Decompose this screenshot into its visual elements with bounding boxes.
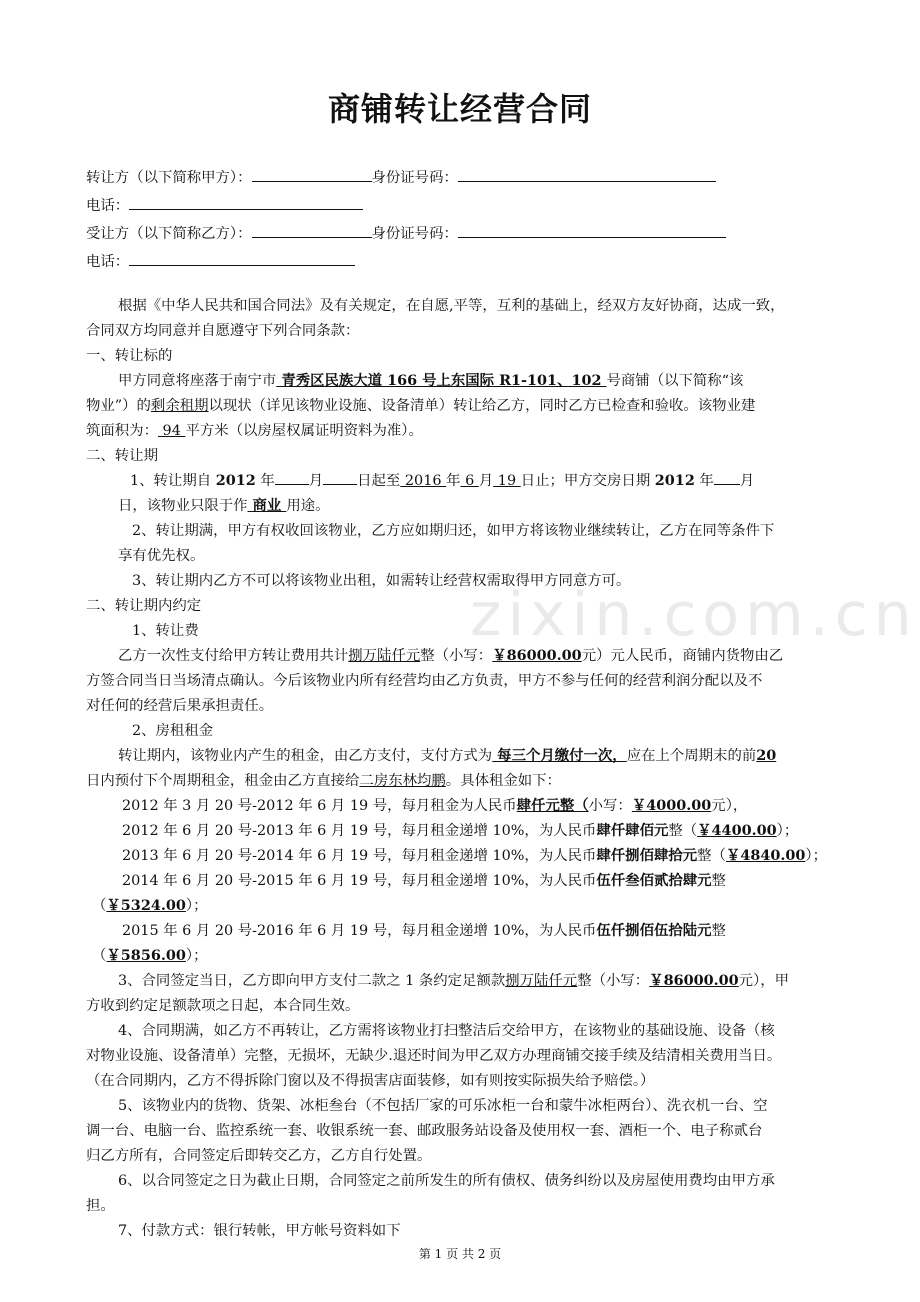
s3-text: 整（ [697, 848, 726, 864]
rent-period-5 [122, 919, 726, 943]
s2-text: 月 [739, 473, 755, 489]
transferee-phone-row [86, 250, 355, 274]
rent-period-5-figures [92, 944, 207, 968]
s3-text: 转让期内，该物业内产生的租金，由乙方支付，支付方式为 [118, 748, 493, 764]
transferee-row [86, 222, 726, 246]
rent-words-1: 肆仟元整（ [516, 797, 589, 814]
s3-text: 2012 年 6 月 20 号-2013 年 6 月 19 号，每月租金递增 10%，为人民币 [122, 823, 597, 839]
usage-purpose: 商业 [247, 497, 287, 514]
clause-5-line-2: 调一台、电脑一台、监控系统一套、收银系统一套、邮政服务站设备及使用权一套、酒柜一个、电子称贰台 [86, 1123, 763, 1139]
fee-line-1 [118, 644, 783, 668]
s2-clause-1 [130, 469, 754, 493]
handover-year: 2012 [654, 472, 695, 489]
clause-7: 7、付款方式：银行转帐，甲方帐号资料如下 [118, 1223, 401, 1239]
rent-words-3: 肆仟捌佰肆拾元 [596, 847, 698, 864]
fee-amount-words: 捌万陆仟元 [348, 648, 421, 664]
transferor-phone-row [86, 194, 363, 218]
clause-4-line-3: （在合同期内，乙方不得拆除门窗以及不得损害店面装修，如有则按实际损失给予赔偿。） [86, 1073, 655, 1089]
s2-clause-2: 2、转让期满，甲方有权收回该物业，乙方应如期归还，如甲方将该物业继续转让，乙方在同等条件下 [132, 523, 775, 539]
payment-method: 每三个月缴付一次， [492, 747, 627, 764]
landlord-name: 二房东林均鹏 [359, 773, 446, 789]
clause-6-line-2: 担。 [86, 1198, 115, 1214]
clause-3-amount-words: 捌万陆仟元 [505, 973, 578, 989]
section-2-heading: 二、转让期 [86, 448, 158, 464]
id-label: 身份证号码： [371, 226, 458, 242]
s3-text: 整（小写： [420, 648, 493, 664]
fee-line-2: 方签合同当日当场清点确认。今后该物业内所有经营均由乙方负责，甲方不参与任何的经营利润分配以及不 [86, 673, 763, 689]
transferee-phone-field[interactable] [129, 251, 355, 266]
clause-5-line-3: 归乙方所有，合同签定后即转交乙方，乙方自行处置。 [86, 1148, 432, 1164]
rent-line-1 [118, 744, 776, 768]
s3-text: ）； [805, 848, 828, 864]
clause-4-line-2: 对物业设施、设备清单）完整，无损坏，无缺少.退还时间为甲乙双方办理商铺交接手续及结清相关费用当日。 [86, 1048, 782, 1064]
s1-text: 甲方同意将座落于南宁市 [118, 373, 277, 389]
rent-figures-3: ￥4840.00 [725, 847, 806, 864]
s2-text: 用途。 [286, 498, 330, 514]
s3-text: 2014 年 6 月 20 号-2015 年 6 月 19 号，每月租金递增 10%，为人民币 [122, 873, 597, 889]
property-address: 青秀区民族大道 166 号上东国际 R1-101、102 [276, 372, 607, 389]
transferor-row [86, 166, 716, 190]
s3-text: 乙方一次性支付给甲方转让费用共计 [118, 648, 349, 664]
s2-text: 日止；甲方交房日期 [520, 473, 655, 489]
rent-line-2 [86, 769, 561, 793]
rent-words-4: 伍仟叁佰贰拾肆元 [596, 872, 712, 889]
rent-period-4-figures [92, 894, 207, 918]
end-day: 19 [493, 473, 521, 489]
rent-figures-1: ￥4000.00 [631, 797, 712, 814]
s2-text: 年 [446, 473, 461, 489]
page-footer: 第 1 页 共 2 页 [418, 1247, 502, 1261]
s3-text: 整（小写： [577, 973, 650, 989]
s3-text: 应在上个周期末的前 [626, 748, 757, 764]
id-label: 身份证号码： [371, 170, 458, 186]
s2-text: 日起至 [357, 473, 401, 489]
end-month: 6 [460, 473, 479, 489]
transferor-label: 转让方（以下简称甲方）： [86, 170, 252, 186]
s1-text: 筑面积为： [86, 423, 158, 439]
fee-heading: 1、转让费 [132, 623, 199, 639]
clause-5-line-1: 5、该物业内的货物、货架、冰柜叁台（不包括厂家的可乐冰柜一台和蒙牛冰柜两台）、洗衣机一台、空 [118, 1098, 768, 1114]
prepay-days: 20 [756, 747, 777, 764]
s1-text: 平方米（以房屋权属证明资料为准）。 [185, 423, 423, 439]
s3-text: 小写： [588, 798, 632, 814]
s2-text: 年 [255, 473, 275, 489]
s3-text: 整 [711, 873, 726, 889]
s2-clause-1b [118, 494, 330, 518]
clause-3-amount-figures: ￥86000.00 [649, 972, 739, 989]
preamble-line-2: 合同双方均同意并自愿遵守下列合同条款： [86, 323, 360, 339]
s3-text: （ [92, 948, 107, 964]
rent-figures-5: ￥5856.00 [106, 947, 186, 964]
s3-text: 元）， [711, 798, 748, 814]
rent-heading: 2、房租租金 [132, 723, 214, 739]
end-year: 2016 [400, 473, 447, 489]
transferee-name-field[interactable] [252, 223, 372, 238]
s1-text: 物业”）的 [86, 398, 151, 414]
s1-text: 号商铺（以下简称“该 [606, 373, 744, 389]
s1-line-1 [118, 369, 743, 393]
s2-text: 年 [694, 473, 714, 489]
transferee-label: 受让方（以下简称乙方）： [86, 226, 252, 242]
watermark: zixin.com.cn [470, 580, 918, 650]
rent-period-4 [122, 869, 726, 893]
clause-3-line-2: 方收到约定足额款项之日起，本合同生效。 [86, 998, 360, 1014]
s3-text: 2013 年 6 月 20 号-2014 年 6 月 19 号，每月租金递增 10%，为人民币 [122, 848, 597, 864]
preamble-line-1: 根据《中华人民共和国合同法》及有关规定，在自愿,平等，互利的基础上，经双方友好协商，达成一致， [118, 298, 785, 314]
s3-text: 日内预付下个周期租金，租金由乙方直接给 [86, 773, 360, 789]
s3-text: ）； [185, 948, 208, 964]
fee-amount-figures: ￥86000.00 [492, 647, 582, 664]
phone-label: 电话： [86, 254, 130, 270]
s3-text: 整（ [668, 823, 698, 839]
clause-4-line-1: 4、合同期满，如乙方不再转让，乙方需将该物业打扫整洁后交给甲方，在该物业的基础设施、设备（核 [118, 1023, 775, 1039]
start-month-field[interactable] [275, 470, 309, 485]
rent-figures-2: ￥4400.00 [697, 822, 777, 839]
transferor-phone-field[interactable] [129, 195, 363, 210]
s3-text: 元），甲 [738, 973, 790, 989]
s2-text: 月 [478, 473, 494, 489]
s2-clause-3: 3、转让期内乙方不可以将该物业出租，如需转让经营权需取得甲方同意方可。 [132, 573, 631, 589]
section-3-heading: 二、转让期内约定 [86, 598, 202, 614]
section-1-heading: 一、转让标的 [86, 348, 173, 364]
rent-period-2 [122, 819, 798, 843]
handover-month-field[interactable] [714, 470, 740, 485]
transferor-id-field[interactable] [458, 167, 716, 182]
s3-text: 2015 年 6 月 20 号-2016 年 6 月 19 号，每月租金递增 10%，为人民币 [122, 923, 597, 939]
s1-text: 以现状（详见该物业设施、设备清单）转让给乙方，同时乙方已检查和验收。该物业建 [208, 398, 756, 414]
rent-words-2: 肆仟肆佰元 [596, 822, 669, 839]
clause-6-line-1: 6、以合同签定之日为截止日期，合同签定之前所发生的所有债权、债务纠纷以及房屋使用费均由甲方承 [118, 1173, 775, 1189]
page-title: 商铺转让经营合同 [327, 90, 592, 128]
s1-line-2 [86, 394, 755, 418]
rent-period-1 [122, 794, 747, 818]
s2-clause-2b: 享有优先权。 [118, 548, 205, 564]
start-year: 2012 [215, 472, 256, 489]
s2-text: 月 [308, 473, 324, 489]
s2-text: 1、转让期自 [130, 473, 216, 489]
clause-3 [118, 969, 789, 993]
s3-text: 3、合同签定当日，乙方即向甲方支付二款之 1 条约定足额款 [118, 973, 506, 989]
s3-text: ）； [776, 823, 799, 839]
rent-figures-4: ￥5324.00 [106, 897, 186, 914]
s3-text: 2012 年 3 月 20 号-2012 年 6 月 19 号，每月租金为人民币 [122, 798, 517, 814]
s3-text: 元）元人民币，商铺内货物由乙 [581, 648, 784, 664]
transferee-id-field[interactable] [458, 223, 726, 238]
rent-period-3 [122, 844, 827, 868]
start-day-field[interactable] [323, 470, 357, 485]
s2-text: 日，该物业只限于作 [118, 498, 248, 514]
s3-text: 整 [711, 923, 726, 939]
s1-line-3 [86, 419, 423, 443]
s3-text: （ [92, 898, 107, 914]
s3-text: 。具体租金如下： [445, 773, 561, 789]
phone-label: 电话： [86, 198, 130, 214]
transferor-name-field[interactable] [252, 167, 372, 182]
rent-words-5: 伍仟捌佰伍拾陆元 [596, 922, 712, 939]
s3-text: ）； [185, 898, 208, 914]
remaining-term: 剩余租期 [150, 398, 209, 414]
fee-line-3: 对任何的经营后果承担责任。 [86, 698, 274, 714]
floor-area: 94 [157, 423, 186, 439]
